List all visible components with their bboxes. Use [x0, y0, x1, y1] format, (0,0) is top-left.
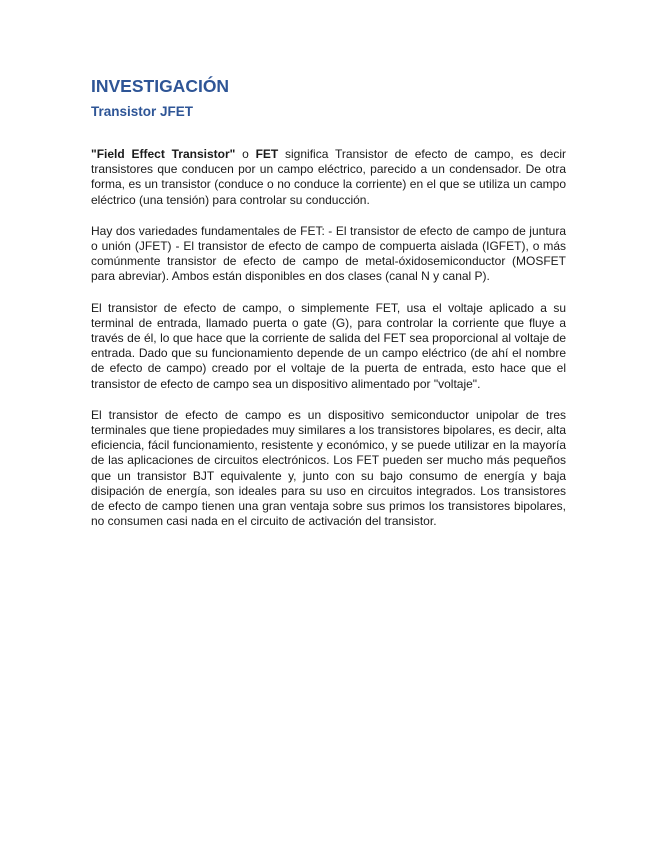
connector-text: o: [235, 147, 256, 161]
paragraph-fet-advantages: El transistor de efecto de campo es un dispositivo semiconductor unipolar de tres terminales que tiene propiedades muy similares a los transistores bipolares, es decir, alta eficiencia, fácil funcionamiento, resistente y económico, y se puede utilizar en la mayoría de las aplicaciones de circuitos electrónicos. Los FET pueden ser mucho más pequeños que un transistor BJT equivalente y, junto con su bajo consumo de energía y baja disipación de energía, son ideales para su uso en circuitos integrados. Los transistores de efecto de campo tienen una gran ventaja sobre sus primos los transistores bipolares, no consumen casi nada en el circuito de activación del transistor.: [91, 407, 566, 529]
page-subtitle: Transistor JFET: [91, 104, 194, 119]
paragraph-fet-definition: [91, 147, 566, 208]
page-title: INVESTIGACIÓN: [91, 76, 230, 96]
term-fet: FET: [255, 147, 279, 161]
definition-text: significa Transistor de efecto de campo, es decir transistores que conducen por un campo eléctrico, parecido a un condensador. De otra forma, es un transistor (conduce o no conduce la corriente) en el que se utiliza un campo eléctrico (una tensión) para controlar su conducción.: [91, 147, 566, 207]
document-page: [91, 76, 566, 529]
term-field-effect-transistor: "Field Effect Transistor": [91, 147, 236, 161]
paragraph-fet-varieties: Hay dos variedades fundamentales de FET: - El transistor de efecto de campo de juntura o unión (JFET) - El transistor de efecto de campo de compuerta aislada (IGFET), o más comúnmente transistor de efecto de campo de metal-óxidosemiconductor (MOSFET para abreviar). Ambos están disponibles en dos clases (canal N y canal P).: [91, 223, 566, 284]
paragraph-fet-operation: El transistor de efecto de campo, o simplemente FET, usa el voltaje aplicado a su terminal de entrada, llamado puerta o gate (G), para controlar la corriente que fluye a través de él, lo que hace que la corriente de salida del FET sea proporcional al voltaje de entrada. Dado que su funcionamiento depende de un campo eléctrico (de ahí el nombre de efecto de campo) creado por el voltaje de la puerta de entrada, esto hace que el transistor de efecto de campo sea un dispositivo alimentado por "voltaje".: [91, 300, 566, 391]
